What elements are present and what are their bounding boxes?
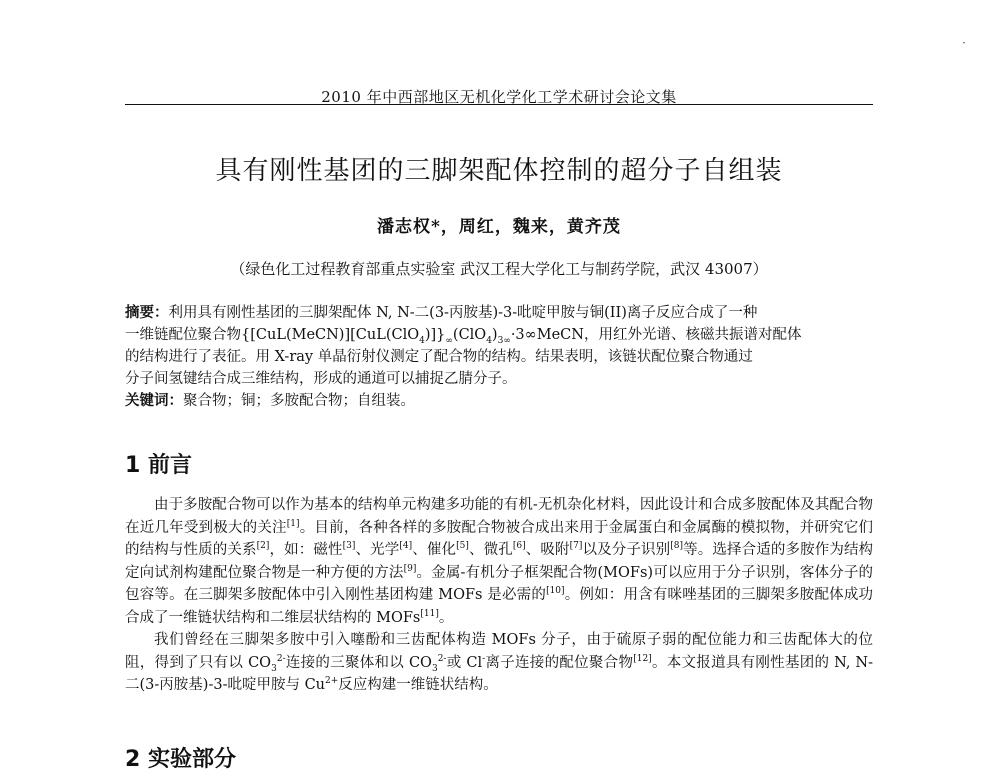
citation: [3] xyxy=(342,541,356,552)
formula-subscript: 3 xyxy=(271,663,277,674)
citation: [10] xyxy=(546,586,565,597)
keywords-text: 聚合物；铜；多胺配合物；自组装。 xyxy=(183,393,415,409)
keywords-line xyxy=(125,390,873,412)
citation: [4] xyxy=(399,541,413,552)
formula-subscript: ∞ xyxy=(445,335,453,346)
abstract-block xyxy=(125,302,873,412)
abstract-text-2a: 一维链配位聚合物{[CuL(MeCN)][CuL(ClO xyxy=(125,327,420,343)
text-run: 等。选择合适的多胺作为结构定向试剂构建配位聚合物是一种方便的方法 xyxy=(125,542,874,581)
formula-subscript: 4 xyxy=(419,335,425,346)
text-run: 或 Cl xyxy=(446,654,483,671)
abstract-line xyxy=(125,324,873,346)
abstract-line: 的结构进行了表征。用 X-ray 单晶衍射仪测定了配合物的结构。结果表明，该链状配位聚合物通过 xyxy=(125,349,753,365)
text-run: 连接的三聚体和以 CO xyxy=(285,654,432,671)
text-run: 、催化 xyxy=(412,542,457,558)
abstract-text-2d: ·3∞MeCN，用红外光谱、核磁共振谱对配体 xyxy=(510,327,802,343)
section-heading-introduction: 1 前言 xyxy=(125,453,192,478)
citation: [6] xyxy=(512,541,526,552)
text-run: 。例如：用含有咪唑基团的三脚架多胺配体成功合成了一维链状结构和二维层状结构的 MOFs xyxy=(125,587,874,626)
text-run: 我们曾经在三脚架多胺中引入噻酚和三齿配体构造 MOFs 分子，由于硫原子弱的配位能力和三齿配体大的位阻，得到了只有以 CO xyxy=(125,632,873,671)
formula-superscript: - xyxy=(482,653,486,664)
formula-subscript: 3 xyxy=(431,663,438,674)
text-run: 。目前，各种各样的多胺配合物被合成出来用于金属蛋白和金属酶的模拟物，并研究它们的结构与性质的关系 xyxy=(125,519,874,558)
affiliation: （绿色化工过程教育部重点实验室 武汉工程大学化工与制药学院，武汉 43007） xyxy=(230,260,768,278)
text-run: 。 xyxy=(438,609,454,626)
text-run: ，如：磁性 xyxy=(269,542,343,558)
citation: [9] xyxy=(403,563,417,574)
section-heading-experimental: 2 实验部分 xyxy=(125,747,236,772)
proceedings-header: 2010 年中西部地区无机化学化工学术研讨会论文集 xyxy=(321,88,677,106)
citation: [11] xyxy=(420,608,439,619)
text-run: 。金属-有机分子框架配合物(MOFs)可以应用于分子识别，客体分子的包容等。在三脚架多胺配体中引入刚性基团构建 MOFs 是必需的 xyxy=(125,564,874,603)
text-run: 由于多胺配合物可以作为基本的结构单元构建多功能的有机-无机杂化材料，因此设计和合成多胺配体及其配合物在近几年受到极大的关注 xyxy=(125,497,873,536)
paper-title: 具有刚性基团的三脚架配体控制的超分子自组装 xyxy=(215,156,783,186)
corner-mark: · xyxy=(962,36,966,50)
citation: [5] xyxy=(456,541,469,552)
citation: [2] xyxy=(256,541,270,552)
abstract-line xyxy=(125,302,873,324)
citation: [7] xyxy=(569,541,583,552)
text-run: 以及分子识别 xyxy=(582,542,671,558)
formula-superscript: 2- xyxy=(437,653,447,664)
abstract-text-2b: )]} xyxy=(424,327,446,343)
text-run: 。本文报道具有刚性基团的 N, N-二(3-丙胺基)-3-吡啶甲胺与 Cu xyxy=(125,654,874,693)
text-run: 、吸附 xyxy=(525,542,570,558)
keywords-label: 关键词： xyxy=(125,392,183,409)
introduction-body xyxy=(125,494,873,697)
abstract-line: 分子间氢键结合成三维结构，形成的通道可以捕捉乙腈分子。 xyxy=(125,371,517,387)
formula-subscript: 3∞ xyxy=(497,335,511,346)
header-rule xyxy=(125,104,873,105)
formula-paren: ) xyxy=(491,327,498,343)
formula-subscript: 4 xyxy=(486,335,492,346)
paragraph xyxy=(125,629,873,697)
text-run: 离子连接的配位聚合物 xyxy=(485,654,634,671)
text-run: 、微孔 xyxy=(468,542,513,558)
citation: [1] xyxy=(286,518,300,529)
text-run: 反应构建一维链状结构。 xyxy=(338,677,498,693)
formula-superscript: 2- xyxy=(276,653,286,664)
author-list: 潘志权*，周红，魏来，黄齐茂 xyxy=(377,217,621,237)
formula-superscript: 2+ xyxy=(325,676,339,687)
paragraph xyxy=(125,494,873,629)
abstract-text-1: 利用具有刚性基团的三脚架配体 N, N-二(3-丙胺基)-3-吡啶甲胺与铜(II)离子反应合成了一种 xyxy=(168,305,758,321)
text-run: 、光学 xyxy=(355,542,400,558)
citation: [8] xyxy=(670,541,683,552)
abstract-text-2c: (ClO xyxy=(452,327,487,343)
citation: [12] xyxy=(633,653,652,664)
abstract-label: 摘要： xyxy=(125,304,169,321)
